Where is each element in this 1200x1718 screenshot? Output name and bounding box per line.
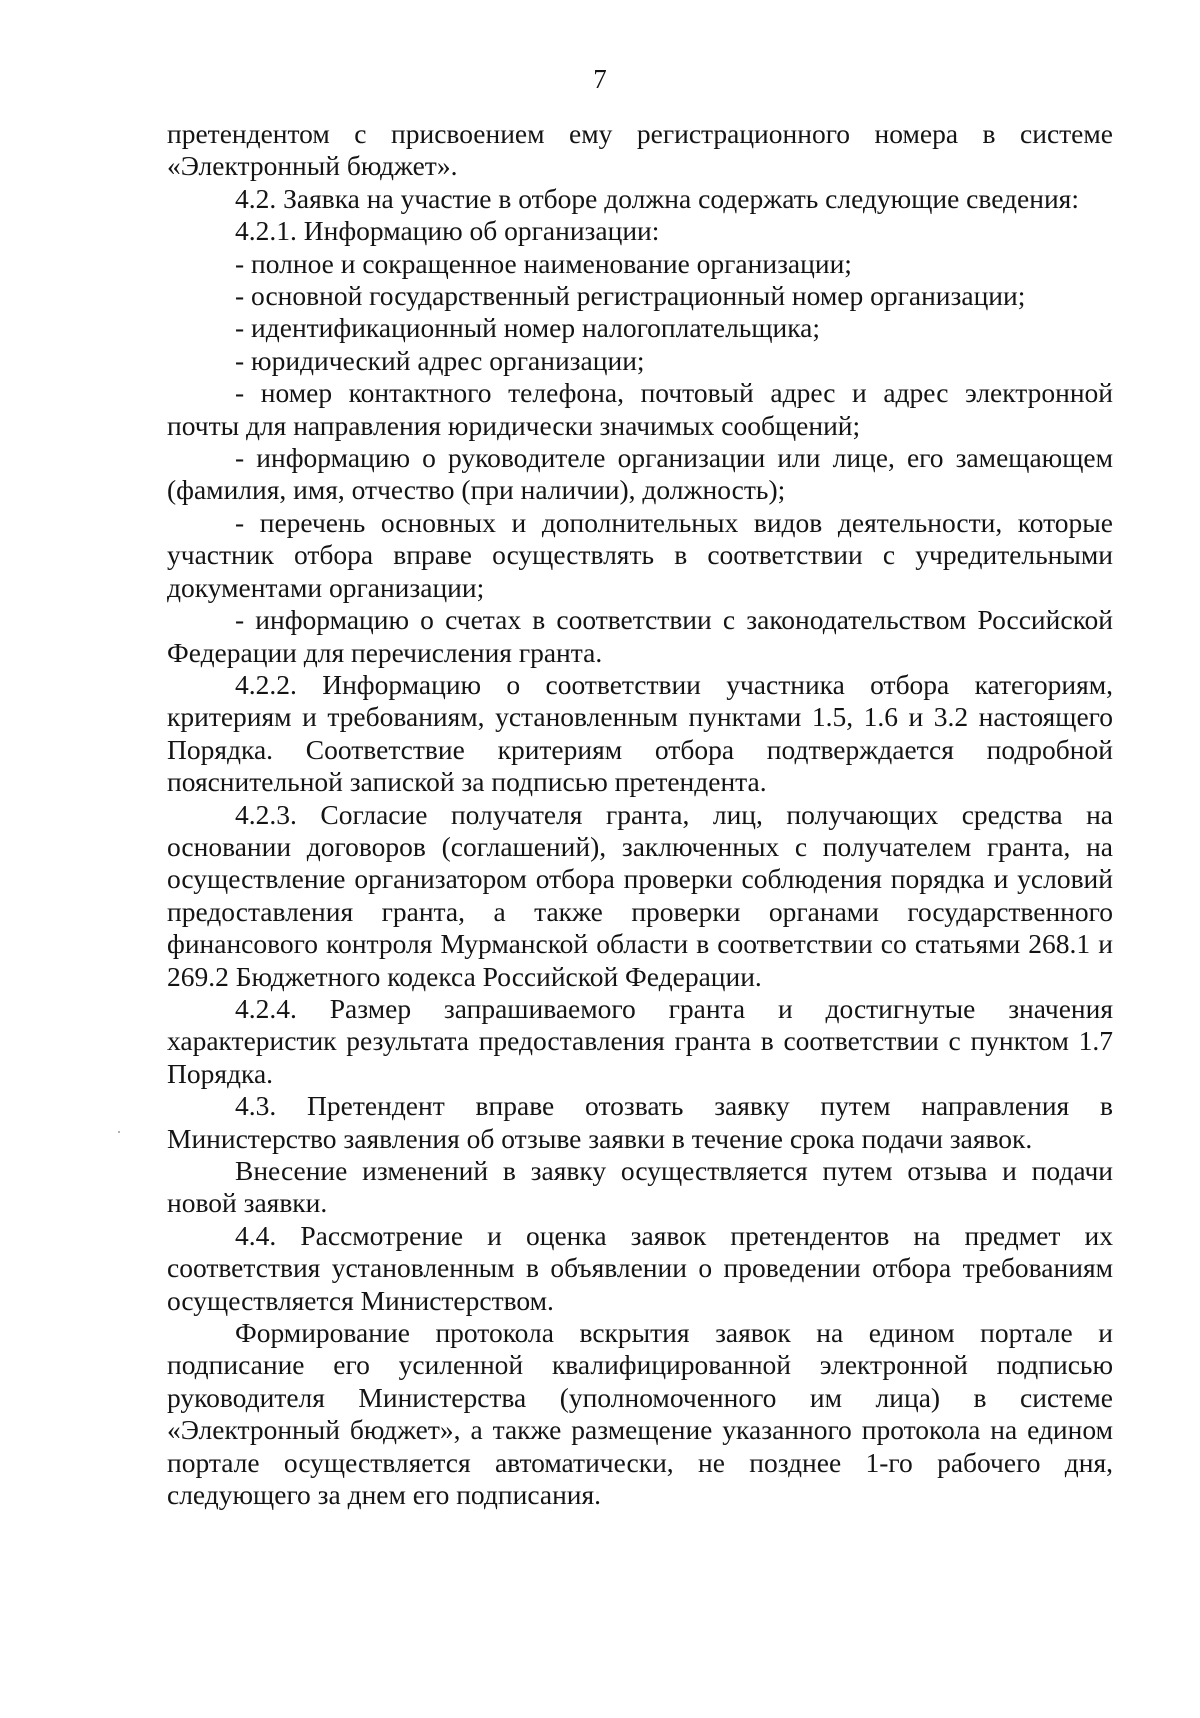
paragraph-4-4: 4.4. Рассмотрение и оценка заявок претендентов на предмет их соответствия установленным в объявлении о проведении отбора требованиям осуществляется Министерством.	[167, 1219, 1113, 1316]
paragraph-protocol: Формирование протокола вскрытия заявок на едином портале и подписание его усиленной квалифицированной электронной подписью руководителя Министерства (уполномоченного им лица) в системе «Электронный бюджет», а также размещение указанного протокола на едином портале осуществляется автоматически, не позднее 1-го рабочего дня, следующего за днем его подписания.	[167, 1317, 1113, 1511]
body-text	[167, 118, 1113, 1511]
list-item-head-info: - информацию о руководителе организации или лице, его замещающем (фамилия, имя, отчество (при наличии), должность);	[167, 442, 1113, 506]
list-item-contacts: - номер контактного телефона, почтовый адрес и адрес электронной почты для направления юридически значимых сообщений;	[167, 377, 1113, 441]
paragraph-4-2-3: 4.2.3. Согласие получателя гранта, лиц, получающих средства на основании договоров (соглашений), заключенных с получателем гранта, на осуществление организатором отбора проверки соблюдения порядка и условий предоставления гранта, а также проверки органами государственного финансового контроля Мурманской области в соответствии со статьями 268.1 и 269.2 Бюджетного кодекса Российской Федерации.	[167, 798, 1113, 992]
paragraph-4-3: 4.3. Претендент вправе отозвать заявку путем направления в Министерство заявления об отзыве заявки в течение срока подачи заявок.	[167, 1090, 1113, 1154]
paragraph-4-2-4: 4.2.4. Размер запрашиваемого гранта и достигнутые значения характеристик результата предоставления гранта в соответствии с пунктом 1.7 Порядка.	[167, 992, 1113, 1089]
list-item-inn: - идентификационный номер налогоплательщика;	[235, 312, 821, 344]
list-item-ogrn: - основной государственный регистрационный номер организации;	[235, 280, 1026, 312]
paragraph-continuation: претендентом с присвоением ему регистрационного номера в системе «Электронный бюджет».	[167, 118, 1113, 182]
paragraph-4-2: 4.2. Заявка на участие в отборе должна содержать следующие сведения:	[235, 182, 1079, 214]
list-item-accounts: - информацию о счетах в соответствии с законодательством Российской Федерации для перечисления гранта.	[167, 604, 1113, 668]
paragraph-4-2-2: 4.2.2. Информацию о соответствии участника отбора категориям, критериям и требованиям, установленным пунктами 1.5, 1.6 и 3.2 настоящего Порядка. Соответствие критериям отбора подтверждается подробной пояснительной запиской за подписью претендента.	[167, 668, 1113, 798]
list-item-activities: - перечень основных и дополнительных видов деятельности, которые участник отбора вправе осуществлять в соответствии с учредительными документами организации;	[167, 506, 1113, 603]
list-item-full-name: - полное и сокращенное наименование организации;	[235, 247, 852, 279]
list-item-legal-address: - юридический адрес организации;	[235, 344, 645, 376]
page-number: 7	[593, 64, 607, 94]
scan-speck	[118, 1131, 120, 1133]
paragraph-changes: Внесение изменений в заявку осуществляется путем отзыва и подачи новой заявки.	[167, 1155, 1113, 1219]
paragraph-4-2-1: 4.2.1. Информацию об организации:	[235, 215, 660, 247]
